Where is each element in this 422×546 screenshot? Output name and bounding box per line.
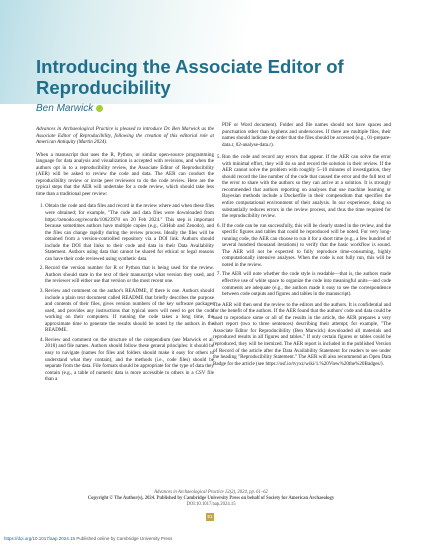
- list-item: 4. Review and comment on the structure of the compendium (see Marwick et al. 2018) and file names. Authors should follow these general principles: it should be easy to navigate (names for files and folders should make it easy for others to understand what they contain), and the methods (i.e., code files) should be separate from the data. File formats should be appropriate for the type of data they contain (e.g., a table of numeric data is more accessible to others in a CSV file than a: [45, 337, 214, 383]
- article-title: Introducing the Associate Editor of Reproducibility: [36, 56, 344, 98]
- orcid-icon[interactable]: [96, 105, 103, 112]
- list-item: 1. Obtain the code and data files and record in the review where and when these files were obtained; for example, "The code and data files were downloaded from https://zenodo.org/records/10623970 on 20 Feb 2024." This step is important because sometimes authors have multiple copies (e.g., GitHub and Zenodo), and the files can change rapidly during the review process. Ideally the files will be obtained from a version-controlled repository via a DOI link. Authors should include the DOI that links to their code and data in their Data Availability Statement. Authors using data that cannot be shared for ethical or legal reasons can have their code reviewed using synthetic data.: [45, 203, 214, 262]
- left-column: [36, 126, 214, 386]
- list-item: 3. Review and comment on the author's README, if there is one. Authors should include a plain text document called README that briefly describes the purpose and contents of their files, gives version numbers of the key software packages used, and provides any instructions that typical users will need to get the code working on their computers. If running the code takes a long time, the approximate time to generate the results should be noted by the authors in the README.: [45, 288, 214, 334]
- list-item: 6. If the code can be run successfully, this will be clearly stated in the review, and the specific figures and tables that could be reproduced will be noted. For very long-running code, the AER can choose to run it for a short time (e.g., a few hundred of several hundred thousand iterations) to verify that the basic workflow is sound. The AER will not be expected to fully reproduce time-consuming, highly computationally intensive analyses. When the code is not fully run, this will be noted in the review.: [222, 223, 391, 269]
- continued-paragraph: PDF or Word document). Folder and file names should not have spaces and punctuation other than hyphens and underscores. If there are multiple files, their names should indicate the order that the files should be accessed (e.g., 01-prepare-data.r, 02-analyse-data.r).: [222, 122, 391, 148]
- intro-paragraph: When a manuscript that uses the R, Python, or similar open-source programming language for data analysis and visualization is accepted with revisions, and when the authors opt in to a reproducibility review, the Associate Editor of Reproducibility (AER) will be asked to review the code and data. The AER can conduct the reproducibility review or invite peer reviewers to do the code review. Here are the typical steps that the AER will undertake for a code review, which should take less time than a traditional peer review:: [36, 151, 214, 197]
- page-footer: [36, 490, 386, 508]
- journal-citation: Advances in Archaeological Practice 12(2), 2024, pp. 61–62: [154, 490, 268, 495]
- list-item: 5. Run the code and record any errors that appear. If the AER can solve the error with minimal effort, they will do so and record the solution in their review. If the AER cannot solve the problem with roughly 5–10 minutes of investigation, they should record the line number of the code that caused the error and the full text of the error to share with the authors so they can arrive at a solution. It is strongly recommended that authors reporting on analyses that use machine learning or Bayesian methods include a Dockerfile in their compendium that specifies the entire computational environment of their analysis. In our experience, doing so substantially reduces errors in the review process, and thus the time required for the reproducibility review.: [222, 154, 391, 219]
- review-steps-list-continued: [213, 154, 391, 297]
- review-steps-list: [36, 203, 214, 382]
- author-row: [36, 101, 103, 115]
- right-column: [213, 122, 391, 373]
- bottom-doi-line: [4, 536, 172, 541]
- bottom-doi-link[interactable]: https://doi.org/10.1017/aap.2024.15: [4, 536, 76, 541]
- published-online-text: Published online by Cambridge University Press: [75, 536, 173, 541]
- closing-paragraph: The AER will then send the review to the editors and the authors. It is confidential and for the benefit of the authors. If the AER found that the authors' code and data could be used to reproduce some or all of the results in the article, the AER prepares a very short report (two to three sentences) describing their attempt; for example, "The Associate Editor for Reproducibility (Ben Marwick) downloaded all materials and reproduced results in all figures and tables." If only certain figures or tables could be reproduced, they will be itemized. The AER report is included in the published Version of Record of the article after the Data Availability Statement for readers to see under the heading "Reproducibility Statement." The AER will also recommend an Open Data Badge for the article (see https://osf.io/tvyxz/wiki/1.%20View%20the%20Badges/).: [213, 301, 391, 367]
- page-number: 61: [207, 514, 213, 519]
- list-item: 2. Record the version number for R or Python that is being used for the review. Authors should state in the text of their manuscript what version they used, and the reviewer will either use that version or the most recent one.: [45, 265, 214, 285]
- abstract: Advances in Archaeological Practice is pleased to introduce Dr. Ben Marwick as the Associate Editor of Reproducibility, following the creation of this editorial role at American Antiquity (Martin 2024).: [36, 126, 214, 146]
- list-item: 7. The AER will note whether the code style is readable—that is, the authors made effective use of white space to organize the code into meaningful units—and code comments are adequate (e.g., the authors made it easy to see the correspondence between code outputs and figures and tables in the manuscript).: [222, 271, 391, 297]
- author-name[interactable]: Ben Marwick: [36, 102, 94, 114]
- copyright-line: Copyright © The Author(s), 2024. Published by Cambridge University Press on behalf of Society for American Archaeology: [87, 496, 335, 501]
- doi-link[interactable]: DOI:10.1017/aap.2024.15: [186, 502, 236, 507]
